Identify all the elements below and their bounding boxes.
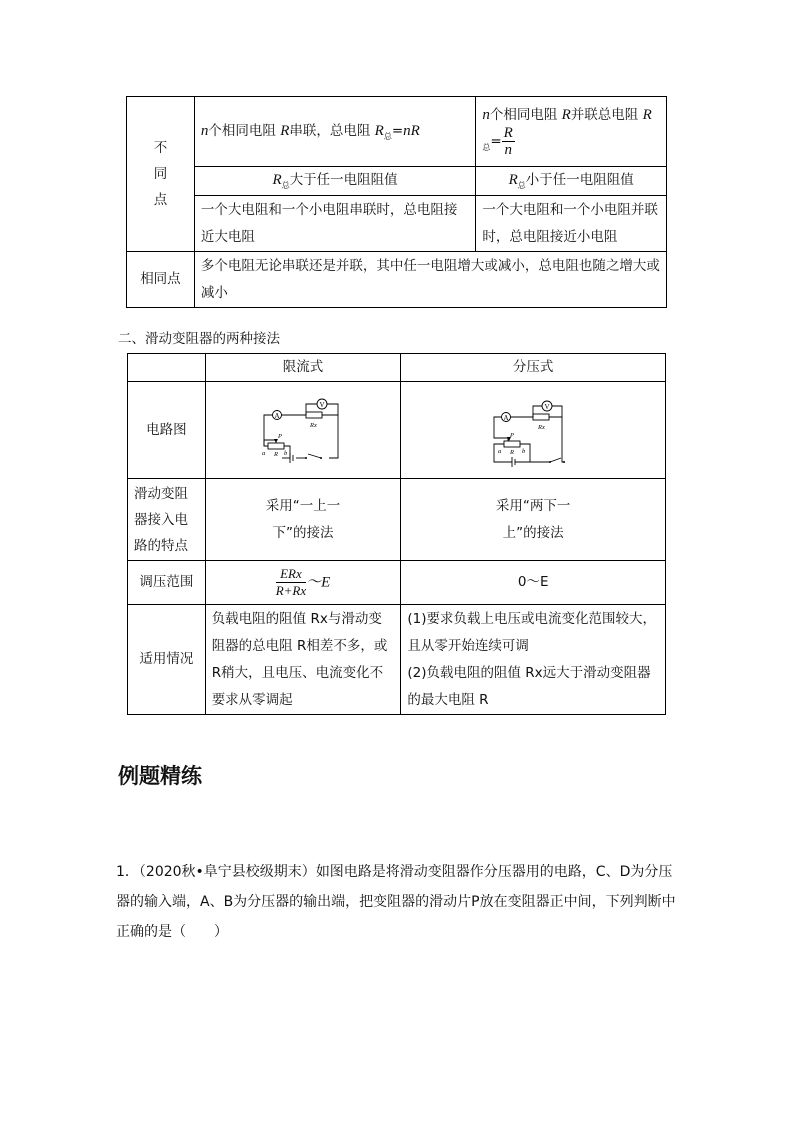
end-a-label: a xyxy=(498,447,502,455)
current-limit-circuit-cell xyxy=(205,382,401,479)
diff-char: 不 xyxy=(153,140,168,156)
question-text: 如图电路是将滑动变阻器作分压器用的电路，C、D为分压器的输入端，A、B为分压器的输出端，把变阻器的滑动片P放在变阻器正中间，下列判断中正确的是（ ） xyxy=(116,864,676,940)
slider-label: P xyxy=(510,431,515,439)
use-voltage-cell xyxy=(401,605,666,715)
parallel-formula-cell: n个相同电阻 R并联总电阻 R $_总$= $\frac{R}{n}$ xyxy=(476,97,667,167)
same-label-cell: 相同点 xyxy=(127,252,195,308)
use-voltage-item: (2)负载电阻的阻值 Rx远大于滑动变阻器的最大电阻 R xyxy=(407,664,651,708)
diff-char: 点 xyxy=(153,192,168,208)
end-b-label: b xyxy=(522,447,526,455)
voltmeter-label: V xyxy=(544,402,550,411)
col-header-current: 限流式 xyxy=(205,354,401,382)
switch-blade xyxy=(550,458,561,462)
use-voltage-item: (1)要求负载上电压或电流变化范围较大，且从零开始连续可调 xyxy=(407,610,656,654)
series-big-small-cell: 一个大电阻和一个小电阻串联时，总电阻接近大电阻 xyxy=(194,196,475,252)
parallel-big-small-cell: 一个大电阻和一个小电阻并联时，总电阻接近小电阻 xyxy=(476,196,667,252)
diff-label-cell xyxy=(127,97,195,252)
col-header-voltage: 分压式 xyxy=(401,354,666,382)
example-heading: 例题精练 xyxy=(118,764,202,788)
row-label-feature: 滑动变阻器接入电路的特点 xyxy=(128,479,206,561)
question-source: （2020秋•阜宁县校级期末） xyxy=(138,864,316,880)
range-voltage-cell: 0～E xyxy=(401,561,666,605)
series-formula-cell: n个相同电阻 R串联，总电阻 $R_总=nR$ xyxy=(194,97,475,167)
rheostat-label: R xyxy=(510,448,515,456)
r-over-n-fraction: $\frac{R}{n}$ xyxy=(503,125,513,158)
feature-current-cell: 采用“一上一下”的接法 xyxy=(205,479,401,561)
rheostat xyxy=(504,441,520,447)
slider-label: P xyxy=(278,432,282,440)
rheostat-table xyxy=(127,353,666,715)
load-label: Rx xyxy=(538,423,546,431)
rheostat-label: R xyxy=(274,450,278,458)
range-fraction: $\frac{\text{ERx}}{R+Rx}$ xyxy=(275,566,307,598)
load-resistor xyxy=(306,412,322,418)
load-resistor xyxy=(533,414,549,420)
question-1 xyxy=(116,857,686,947)
feature-voltage-cell: 采用“两下一上”的接法 xyxy=(401,479,666,561)
end-b-label: b xyxy=(284,449,288,457)
end-a-label: a xyxy=(262,449,266,457)
voltage-divider-circuit-cell xyxy=(401,382,666,479)
voltage-divider-circuit-diagram xyxy=(478,388,588,473)
use-current-cell: 负载电阻的阻值 Rx与滑动变阻器的总电阻 R相差不多，或 R稍大，且电压、电流变化不要求从零调起 xyxy=(205,605,401,715)
question-number: 1． xyxy=(116,864,139,880)
comparison-table xyxy=(126,96,667,308)
ammeter-label: A xyxy=(503,413,509,422)
range-current-cell: $\frac{\text{ERx}}{R+Rx}$ ～E xyxy=(205,561,401,605)
row-label-circuit: 电路图 xyxy=(128,382,206,479)
voltmeter-label: V xyxy=(319,400,325,409)
switch-blade xyxy=(308,454,321,458)
corner-cell xyxy=(128,354,206,382)
load-label: Rx xyxy=(310,421,317,429)
section-title: 二、滑动变阻器的两种接法 xyxy=(118,331,280,347)
diff-char: 同 xyxy=(153,166,168,182)
parallel-compare-cell: $R_总$小于任一电阻阻值 xyxy=(476,167,667,196)
current-limit-circuit-diagram xyxy=(248,388,358,473)
row-label-use: 适用情况 xyxy=(128,605,206,715)
same-text-cell: 多个电阻无论串联还是并联，其中任一电阻增大或减小，总电阻也随之增大或减小 xyxy=(194,252,666,308)
series-compare-cell: $R_总$大于任一电阻阻值 xyxy=(194,167,475,196)
ammeter-label: A xyxy=(274,411,280,420)
rheostat xyxy=(268,443,284,449)
row-label-range: 调压范围 xyxy=(128,561,206,605)
